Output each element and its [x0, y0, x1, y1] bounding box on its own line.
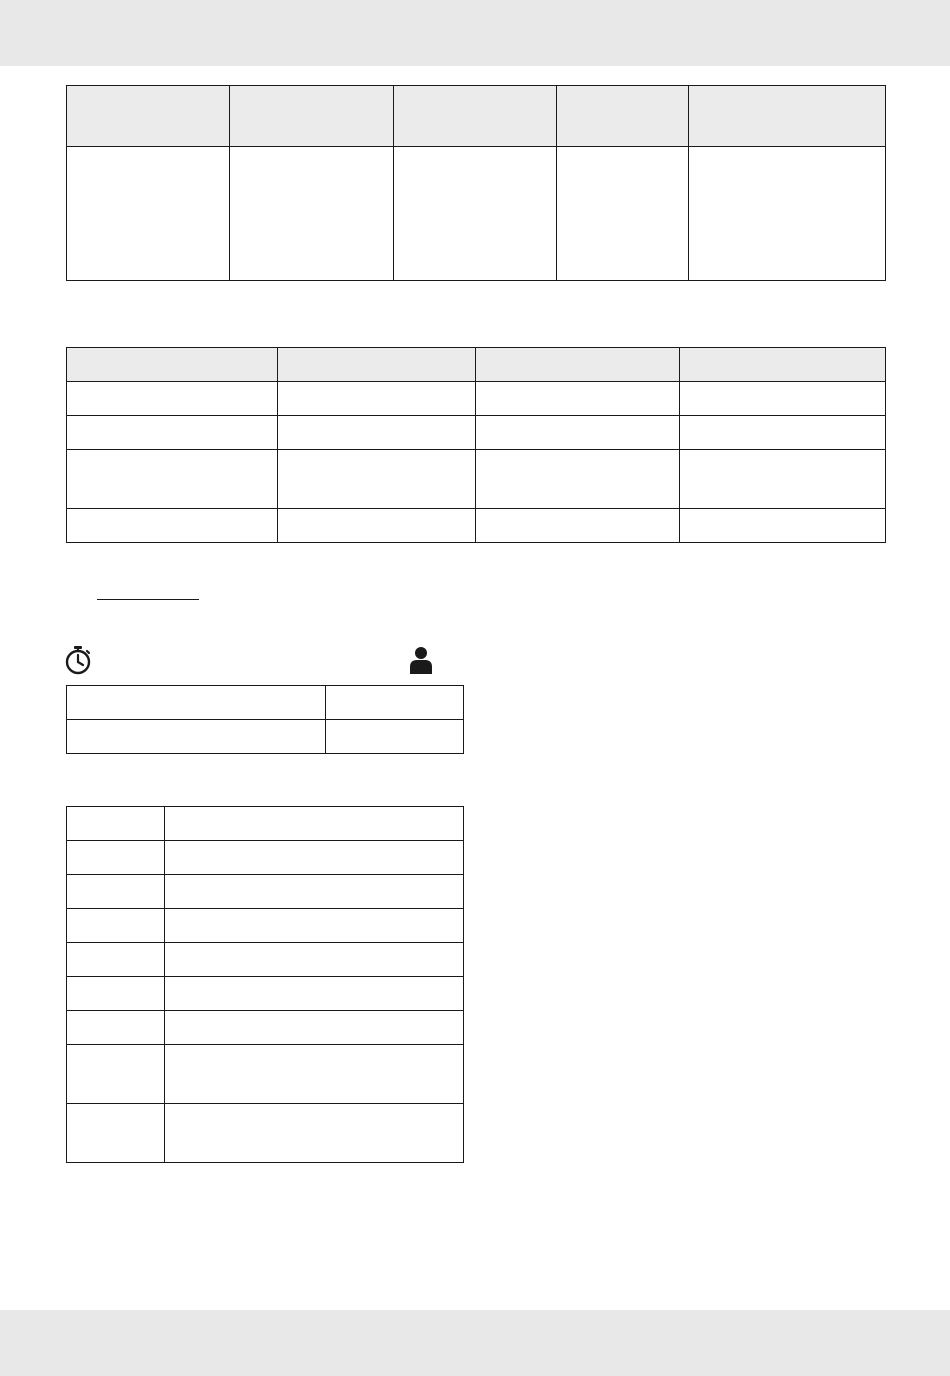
table-cell [165, 807, 464, 841]
table-cell [67, 720, 326, 754]
table-row [67, 841, 464, 875]
table-cell [680, 416, 886, 450]
table-cell [230, 147, 394, 281]
header-cell [680, 348, 886, 382]
header-cell [230, 86, 394, 147]
table-cell [165, 909, 464, 943]
table-cell [278, 382, 476, 416]
table-cell [278, 416, 476, 450]
table-cell [326, 720, 464, 754]
table-row [67, 875, 464, 909]
section-heading [97, 599, 199, 600]
table-row [67, 943, 464, 977]
table-cell [67, 841, 165, 875]
info-table-3 [66, 685, 464, 754]
table-row [67, 909, 464, 943]
table-cell [476, 416, 680, 450]
table-row [67, 416, 886, 450]
table-cell [326, 686, 464, 720]
person-icon [408, 646, 434, 674]
table-row [67, 382, 886, 416]
table-cell [557, 147, 689, 281]
info-table-4 [66, 806, 464, 1163]
table-cell [67, 807, 165, 841]
header-cell [689, 86, 886, 147]
table-cell [165, 1045, 464, 1104]
table-cell [680, 450, 886, 509]
table-cell [680, 509, 886, 543]
table-cell [67, 1104, 165, 1163]
table-cell [394, 147, 557, 281]
header-cell [557, 86, 689, 147]
table-cell [67, 686, 326, 720]
table-row [67, 977, 464, 1011]
spec-table-1 [66, 85, 886, 281]
table-cell [476, 509, 680, 543]
table-cell [165, 1104, 464, 1163]
table-cell [67, 382, 278, 416]
table-cell [165, 943, 464, 977]
top-band [0, 0, 950, 66]
table-cell [278, 509, 476, 543]
table-cell [67, 909, 165, 943]
table-cell [689, 147, 886, 281]
bottom-band [0, 1310, 950, 1376]
table-cell [67, 977, 165, 1011]
header-cell [476, 348, 680, 382]
table-cell [67, 509, 278, 543]
table-cell [476, 382, 680, 416]
table-row [67, 1011, 464, 1045]
spec-table-2 [66, 347, 886, 543]
table-cell [67, 416, 278, 450]
table-cell [165, 977, 464, 1011]
header-cell [394, 86, 557, 147]
table-cell [165, 1011, 464, 1045]
table-cell [67, 1045, 165, 1104]
table-cell [165, 841, 464, 875]
table-header-row [67, 348, 886, 382]
table-row [67, 807, 464, 841]
table-cell [680, 382, 886, 416]
table-row [67, 1045, 464, 1104]
table-cell [278, 450, 476, 509]
table-cell [165, 875, 464, 909]
table-cell [476, 450, 680, 509]
table-cell [67, 1011, 165, 1045]
table-row [67, 686, 464, 720]
table-row [67, 720, 464, 754]
header-cell [278, 348, 476, 382]
table-row [67, 450, 886, 509]
stopwatch-icon [64, 645, 92, 675]
header-cell [67, 348, 278, 382]
table-header-row [67, 86, 886, 147]
table-row [67, 509, 886, 543]
table-cell [67, 147, 230, 281]
table-cell [67, 450, 278, 509]
table-cell [67, 875, 165, 909]
header-cell [67, 86, 230, 147]
table-row [67, 1104, 464, 1163]
table-cell [67, 943, 165, 977]
table-row [67, 147, 886, 281]
